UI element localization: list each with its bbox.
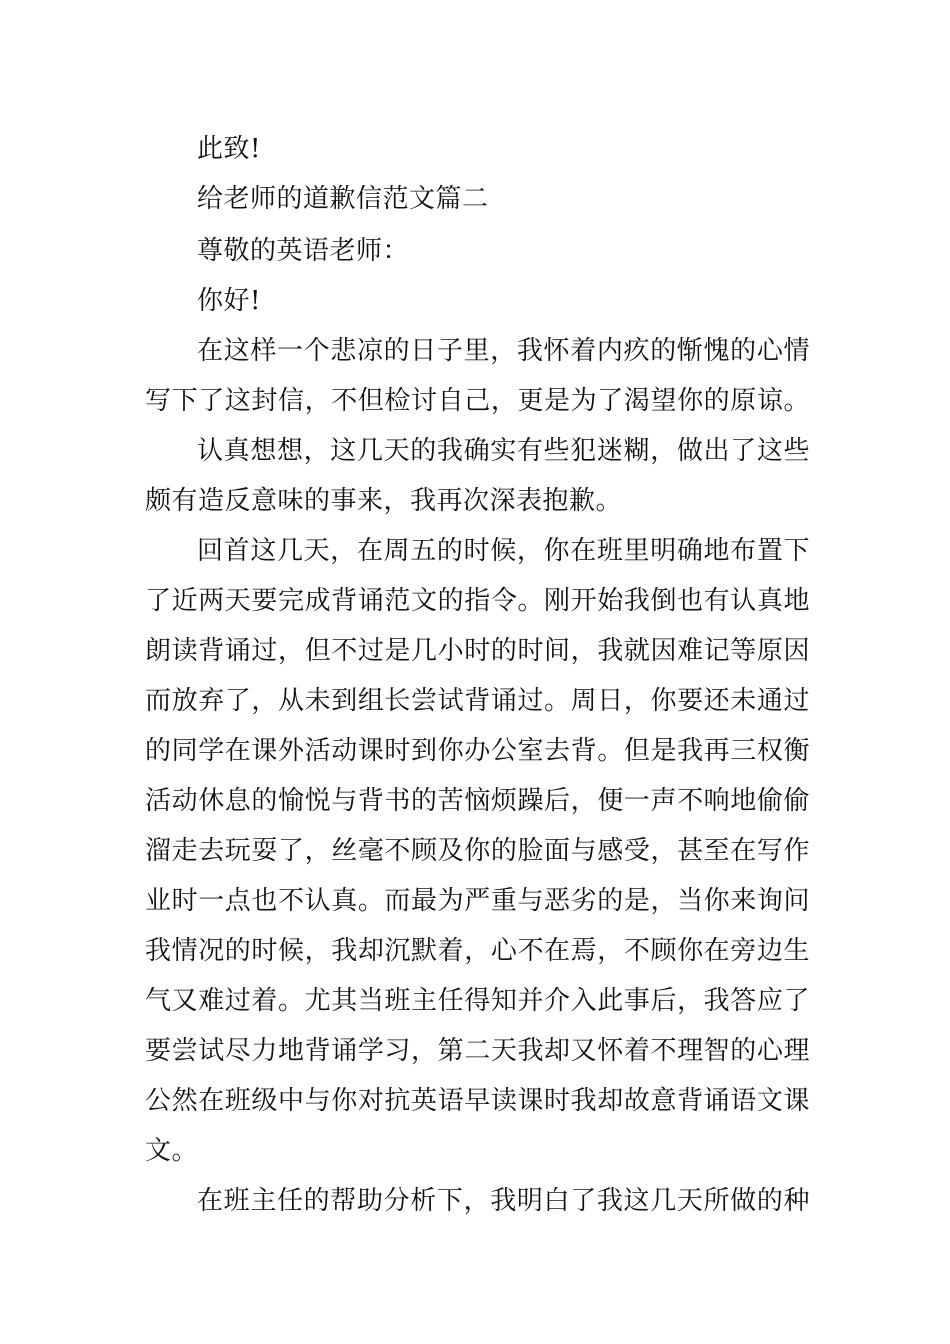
paragraph-line: 在班主任的帮助分析下，我明白了我这几天所做的种 (197, 1186, 810, 1216)
paragraph-line: 公然在班级中与你对抗英语早读课时我却故意背诵语文课 (145, 1086, 810, 1116)
paragraph-line: 回首这几天，在周五的时候，你在班里明确地布置下 (197, 536, 810, 566)
paragraph-line: 了近两天要完成背诵范文的指令。刚开始我倒也有认真地 (145, 586, 810, 616)
greeting: 你好! (197, 286, 261, 316)
paragraph-line: 我情况的时候，我却沉默着，心不在焉，不顾你在旁边生 (145, 936, 810, 966)
paragraph-line: 的同学在课外活动课时到你办公室去背。但是我再三权衡 (145, 736, 810, 766)
paragraph-line: 而放弃了，从未到组长尝试背诵过。周日，你要还未通过 (145, 686, 810, 716)
paragraph-line: 活动休息的愉悦与背书的苦恼烦躁后，便一声不响地偷偷 (145, 786, 810, 816)
paragraph-line: 写下了这封信，不但检讨自己，更是为了渴望你的原谅。 (145, 386, 810, 416)
closing-line: 此致! (197, 134, 261, 164)
paragraph-line: 认真想想，这几天的我确实有些犯迷糊，做出了这些 (197, 436, 810, 466)
section-heading: 给老师的道歉信范文篇二 (197, 184, 489, 214)
paragraph-line: 气又难过着。尤其当班主任得知并介入此事后，我答应了 (145, 986, 810, 1016)
paragraph-line: 溜走去玩耍了，丝毫不顾及你的脸面与感受，甚至在写作 (145, 836, 810, 866)
paragraph-line: 文。 (145, 1136, 199, 1166)
paragraph-line: 业时一点也不认真。而最为严重与恶劣的是，当你来询问 (145, 886, 810, 916)
paragraph-line: 在这样一个悲凉的日子里，我怀着内疚的惭愧的心情 (197, 336, 810, 366)
paragraph-line: 朗读背诵过，但不过是几小时的时间，我就因难记等原因 (145, 636, 810, 666)
salutation: 尊敬的英语老师： (197, 236, 410, 266)
paragraph-line: 颇有造反意味的事来，我再次深表抱歉。 (145, 486, 623, 516)
paragraph-line: 要尝试尽力地背诵学习，第二天我却又怀着不理智的心理 (145, 1036, 810, 1066)
